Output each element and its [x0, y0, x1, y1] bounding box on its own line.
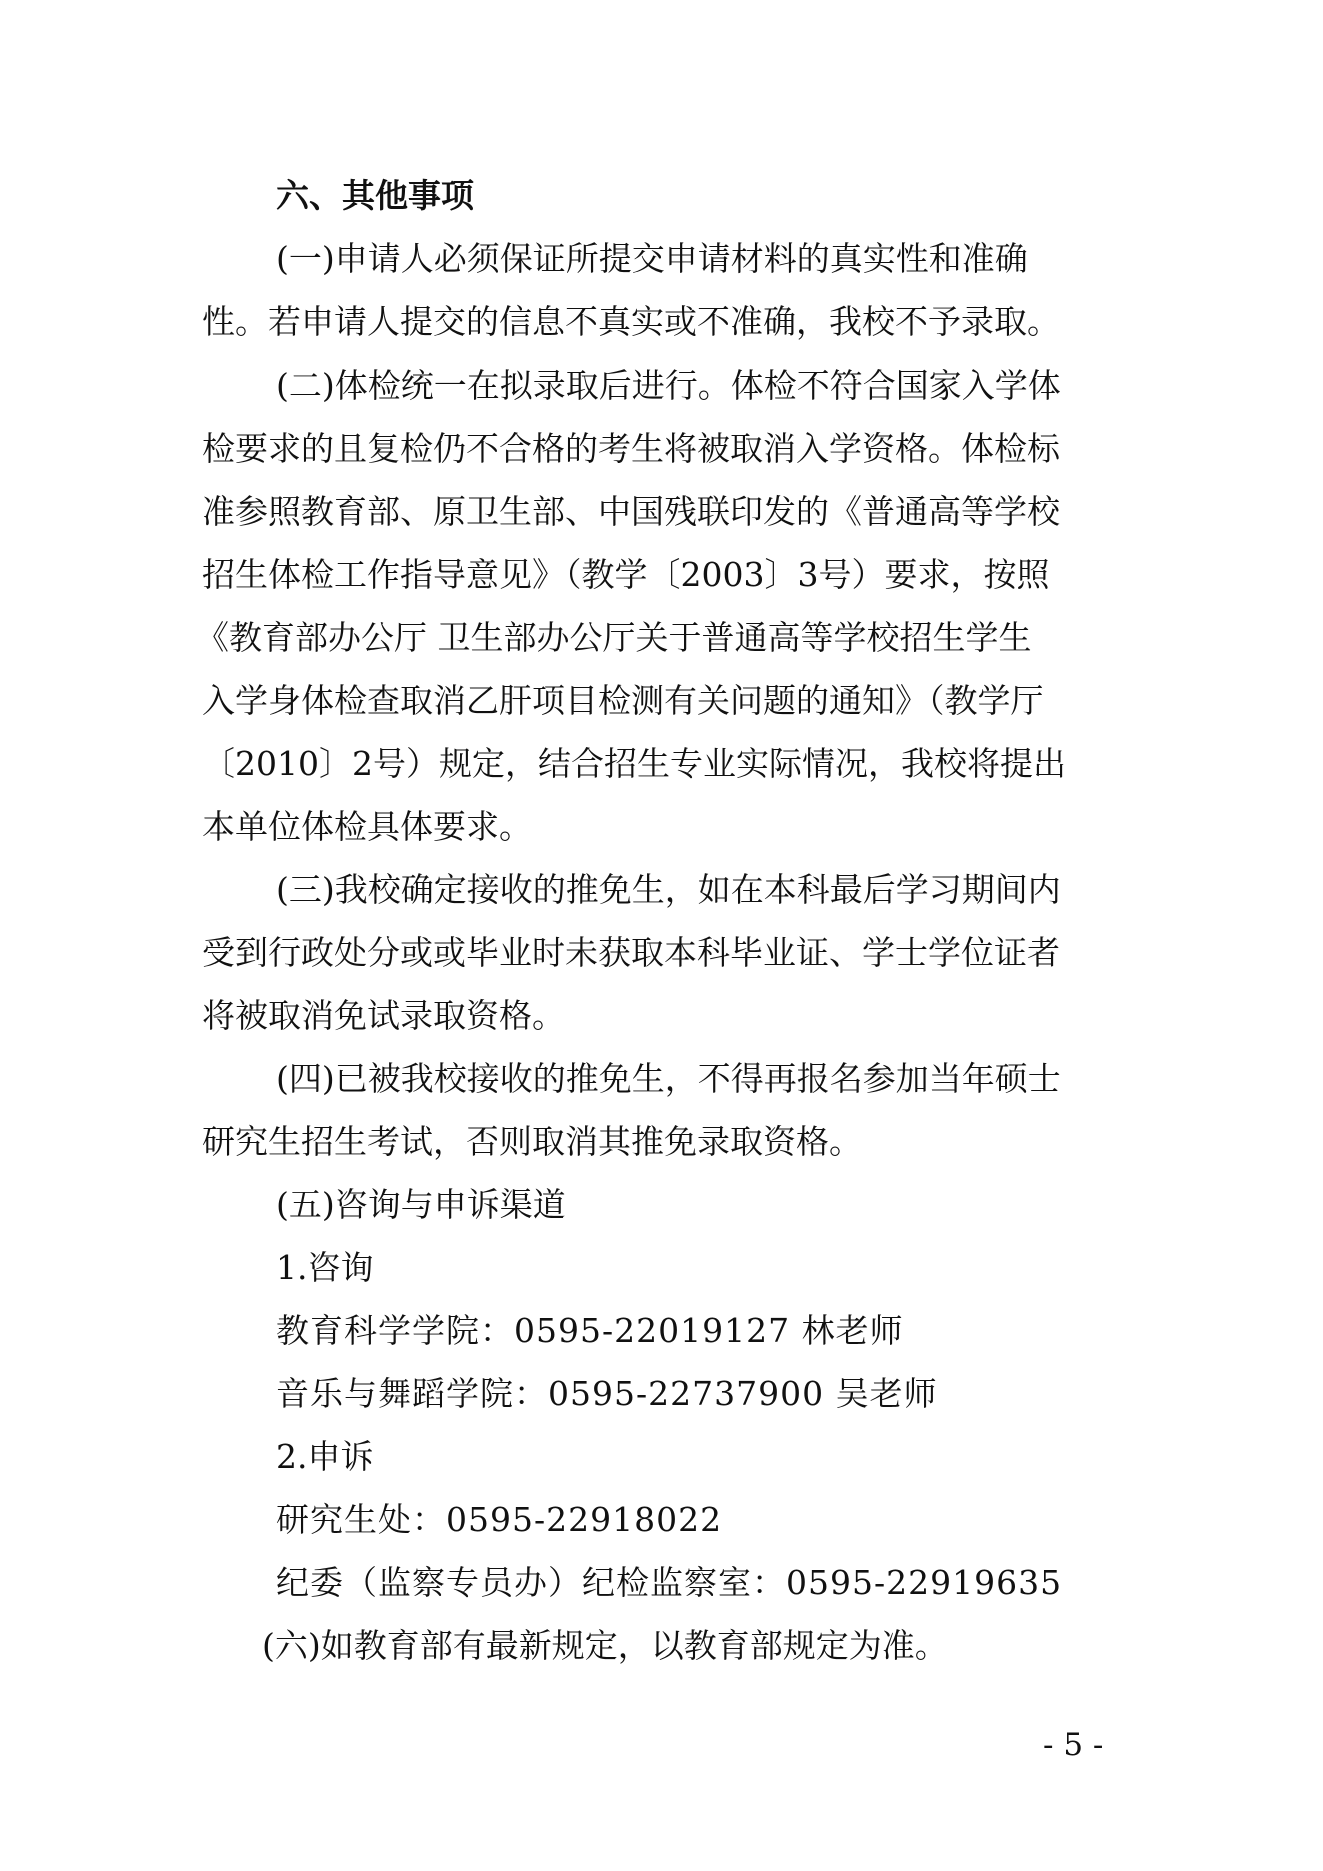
paragraph-3-line-3: 将被取消免试录取资格。 — [202, 996, 565, 1035]
appeal-contact-graduate-office: 研究生处：0595-22918022 — [276, 1500, 723, 1539]
paragraph-2-line-4: 招生体检工作指导意见》（教学〔2003〕3号）要求，按照 — [202, 555, 1050, 594]
paragraph-2-line-8: 本单位体检具体要求。 — [202, 807, 532, 846]
consult-heading: 1.咨询 — [276, 1248, 374, 1287]
paragraph-3-line-1: (三)我校确定接收的推免生，如在本科最后学习期间内 — [276, 870, 1061, 909]
paragraph-1-line-1: (一)申请人必须保证所提交申请材料的真实性和准确 — [276, 239, 1028, 278]
paragraph-6: (六)如教育部有最新规定，以教育部规定为准。 — [262, 1626, 948, 1665]
paragraph-5-title: (五)咨询与申诉渠道 — [276, 1185, 566, 1224]
paragraph-4-line-1: (四)已被我校接收的推免生，不得再报名参加当年硕士 — [276, 1059, 1061, 1098]
paragraph-4-line-2: 研究生招生考试，否则取消其推免录取资格。 — [202, 1122, 862, 1161]
paragraph-3-line-2: 受到行政处分或或毕业时未获取本科毕业证、学士学位证者 — [202, 933, 1060, 972]
consult-contact-education: 教育科学学院：0595-22019127 林老师 — [276, 1311, 904, 1350]
paragraph-2-line-5: 《教育部办公厅 卫生部办公厅关于普通高等学校招生学生 — [196, 618, 1032, 657]
page-number: - 5 - — [1043, 1727, 1104, 1763]
paragraph-2-line-7: 〔2010〕2号）规定，结合招生专业实际情况，我校将提出 — [202, 744, 1066, 783]
paragraph-2-line-1: (二)体检统一在拟录取后进行。体检不符合国家入学体 — [276, 366, 1061, 405]
paragraph-2-line-3: 准参照教育部、原卫生部、中国残联印发的《普通高等学校 — [202, 492, 1060, 531]
section-heading: 六、其他事项 — [276, 176, 474, 215]
paragraph-1-line-2: 性。若申请人提交的信息不真实或不准确，我校不予录取。 — [202, 302, 1060, 341]
paragraph-2-line-2: 检要求的且复检仍不合格的考生将被取消入学资格。体检标 — [202, 429, 1060, 468]
appeal-contact-discipline-office: 纪委（监察专员办）纪检监察室：0595-22919635 — [276, 1563, 1063, 1602]
paragraph-2-line-6: 入学身体检查取消乙肝项目检测有关问题的通知》（教学厅 — [202, 681, 1044, 720]
appeal-heading: 2.申诉 — [276, 1437, 374, 1476]
consult-contact-music: 音乐与舞蹈学院：0595-22737900 吴老师 — [276, 1374, 938, 1413]
